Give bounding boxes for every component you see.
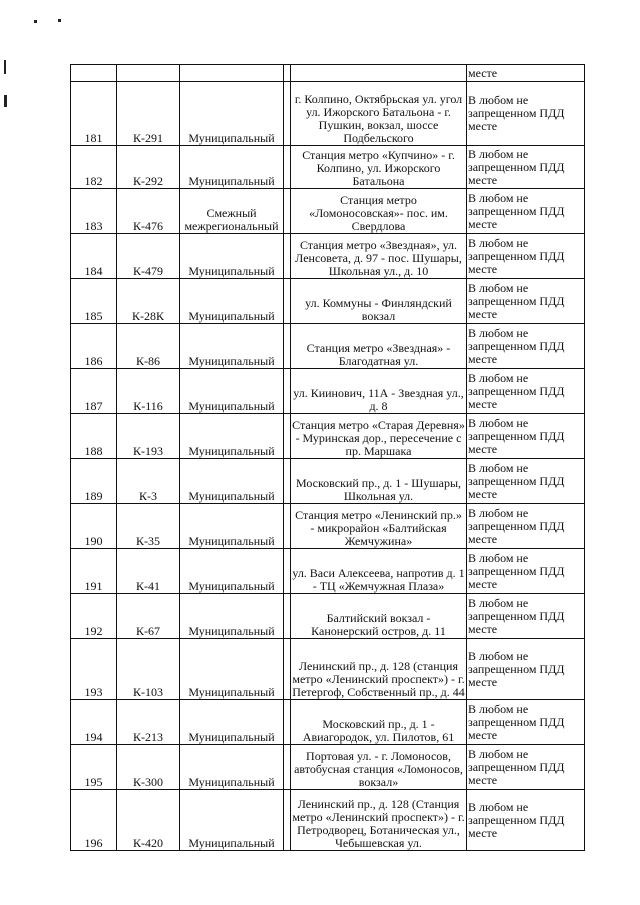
- cell-stop: В любом не запрещенном ПДД месте: [467, 324, 585, 369]
- cell-num: 185: [71, 279, 117, 324]
- cell-empty: [284, 745, 291, 790]
- cell-type: Муниципальный: [180, 504, 284, 549]
- cell-empty: [284, 414, 291, 459]
- cell-stop: месте: [467, 65, 585, 82]
- scan-speck: [58, 19, 61, 22]
- table-row: [71, 549, 585, 594]
- cell-type: Муниципальный: [180, 790, 284, 851]
- cell-path: Станция метро «Купчино» - г. Колпино, ул. Ижорского Батальона: [291, 146, 467, 189]
- cell-stop: В любом не запрещенном ПДД месте: [467, 189, 585, 234]
- cell-type: Муниципальный: [180, 146, 284, 189]
- cell-path: Балтийский вокзал - Канонерский остров, д. 11: [291, 594, 467, 639]
- cell-num: 191: [71, 549, 117, 594]
- cell-empty: [284, 234, 291, 279]
- cell-num: 190: [71, 504, 117, 549]
- cell-code: К-420: [117, 790, 180, 851]
- cell-code: К-35: [117, 504, 180, 549]
- cell-empty: [284, 279, 291, 324]
- cell-stop: В любом не запрещенном ПДД месте: [467, 414, 585, 459]
- table-row: [71, 146, 585, 189]
- table-row-continuation: [71, 65, 585, 82]
- cell-type: Муниципальный: [180, 234, 284, 279]
- cell-empty: [284, 549, 291, 594]
- table-row: [71, 594, 585, 639]
- cell-type: Муниципальный: [180, 745, 284, 790]
- table-row: [71, 324, 585, 369]
- table-row: [71, 639, 585, 700]
- cell-stop: В любом не запрещенном ПДД месте: [467, 369, 585, 414]
- cell-empty: [284, 65, 291, 82]
- cell-empty: [284, 146, 291, 189]
- table-row: [71, 82, 585, 146]
- cell-num: 181: [71, 82, 117, 146]
- cell-type: Муниципальный: [180, 414, 284, 459]
- table-row: [71, 414, 585, 459]
- cell-path: Ленинский пр., д. 128 (станция метро «Ленинский проспект») - г. Петергоф, Собственный пр., д. 44: [291, 639, 467, 700]
- cell-empty: [284, 82, 291, 146]
- cell-path: [291, 65, 467, 82]
- cell-stop: В любом не запрещенном ПДД месте: [467, 82, 585, 146]
- cell-path: Портовая ул. - г. Ломоносов, автобусная станция «Ломоносов, вокзал»: [291, 745, 467, 790]
- table-row: [71, 790, 585, 851]
- cell-num: 193: [71, 639, 117, 700]
- table-row: [71, 369, 585, 414]
- table-row: [71, 189, 585, 234]
- cell-code: К-28К: [117, 279, 180, 324]
- cell-code: К-300: [117, 745, 180, 790]
- cell-path: Станция метро «Ломоносовская»- пос. им. Свердлова: [291, 189, 467, 234]
- cell-code: К-67: [117, 594, 180, 639]
- cell-stop: В любом не запрещенном ПДД месте: [467, 745, 585, 790]
- cell-code: К-86: [117, 324, 180, 369]
- cell-stop: В любом не запрещенном ПДД месте: [467, 700, 585, 745]
- cell-path: Московский пр., д. 1 - Шушары, Школьная ул.: [291, 459, 467, 504]
- cell-path: Московский пр., д. 1 - Авиагородок, ул. Пилотов, 61: [291, 700, 467, 745]
- cell-type: Муниципальный: [180, 324, 284, 369]
- cell-empty: [284, 504, 291, 549]
- cell-code: К-291: [117, 82, 180, 146]
- cell-empty: [284, 594, 291, 639]
- cell-path: Станция метро «Звездная» - Благодатная ул.: [291, 324, 467, 369]
- cell-type: Муниципальный: [180, 639, 284, 700]
- cell-num: 196: [71, 790, 117, 851]
- cell-type: Муниципальный: [180, 82, 284, 146]
- cell-code: К-193: [117, 414, 180, 459]
- cell-code: К-103: [117, 639, 180, 700]
- cell-stop: В любом не запрещенном ПДД месте: [467, 146, 585, 189]
- cell-empty: [284, 700, 291, 745]
- cell-code: [117, 65, 180, 82]
- cell-path: г. Колпино, Октябрьская ул. угол ул. Ижорского Батальона - г. Пушкин, вокзал, шоссе Подбельского: [291, 82, 467, 146]
- cell-stop: В любом не запрещенном ПДД месте: [467, 234, 585, 279]
- cell-code: К-213: [117, 700, 180, 745]
- cell-empty: [284, 369, 291, 414]
- cell-type: Муниципальный: [180, 279, 284, 324]
- cell-empty: [284, 189, 291, 234]
- table-row: [71, 234, 585, 279]
- cell-type: Муниципальный: [180, 369, 284, 414]
- cell-type: Муниципальный: [180, 459, 284, 504]
- cell-num: 182: [71, 146, 117, 189]
- cell-code: К-292: [117, 146, 180, 189]
- cell-path: ул. Коммуны - Финляндский вокзал: [291, 279, 467, 324]
- scan-speck: [4, 60, 6, 74]
- scan-speck: [4, 95, 7, 107]
- table-row: [71, 504, 585, 549]
- cell-path: ул. Киинович, 11А - Звездная ул., д. 8: [291, 369, 467, 414]
- cell-empty: [284, 459, 291, 504]
- cell-num: 184: [71, 234, 117, 279]
- cell-stop: В любом не запрещенном ПДД месте: [467, 279, 585, 324]
- cell-path: Ленинский пр., д. 128 (Станция метро «Ленинский проспект») - г. Петродворец, Ботаническая ул., Чебышевская ул.: [291, 790, 467, 851]
- cell-type: Муниципальный: [180, 700, 284, 745]
- cell-path: Станция метро «Старая Деревня» - Муринская дор., пересечение с пр. Маршака: [291, 414, 467, 459]
- cell-stop: В любом не запрещенном ПДД месте: [467, 639, 585, 700]
- cell-num: 186: [71, 324, 117, 369]
- cell-type: Муниципальный: [180, 594, 284, 639]
- cell-num: 183: [71, 189, 117, 234]
- scan-speck: [34, 20, 37, 23]
- cell-stop: В любом не запрещенном ПДД месте: [467, 594, 585, 639]
- table-row: [71, 745, 585, 790]
- cell-num: 194: [71, 700, 117, 745]
- cell-code: К-479: [117, 234, 180, 279]
- routes-table: [70, 64, 585, 851]
- cell-num: 192: [71, 594, 117, 639]
- cell-empty: [284, 324, 291, 369]
- cell-stop: В любом не запрещенном ПДД месте: [467, 459, 585, 504]
- cell-num: [71, 65, 117, 82]
- cell-num: 195: [71, 745, 117, 790]
- cell-num: 187: [71, 369, 117, 414]
- table-row: [71, 279, 585, 324]
- cell-type: Муниципальный: [180, 549, 284, 594]
- cell-path: Станция метро «Звездная», ул. Ленсовета, д. 97 - пос. Шушары, Школьная ул., д. 10: [291, 234, 467, 279]
- cell-path: Станция метро «Ленинский пр.» - микрорайон «Балтийская Жемчужина»: [291, 504, 467, 549]
- cell-empty: [284, 639, 291, 700]
- cell-path: ул. Васи Алексеева, напротив д. 1 - ТЦ «Жемчужная Плаза»: [291, 549, 467, 594]
- cell-stop: В любом не запрещенном ПДД месте: [467, 790, 585, 851]
- cell-type: Смежный межрегиональный: [180, 189, 284, 234]
- cell-code: К-476: [117, 189, 180, 234]
- table-row: [71, 700, 585, 745]
- cell-code: К-3: [117, 459, 180, 504]
- cell-stop: В любом не запрещенном ПДД месте: [467, 504, 585, 549]
- cell-empty: [284, 790, 291, 851]
- table-row: [71, 459, 585, 504]
- cell-num: 188: [71, 414, 117, 459]
- cell-num: 189: [71, 459, 117, 504]
- cell-type: [180, 65, 284, 82]
- cell-code: К-41: [117, 549, 180, 594]
- cell-stop: В любом не запрещенном ПДД месте: [467, 549, 585, 594]
- cell-code: К-116: [117, 369, 180, 414]
